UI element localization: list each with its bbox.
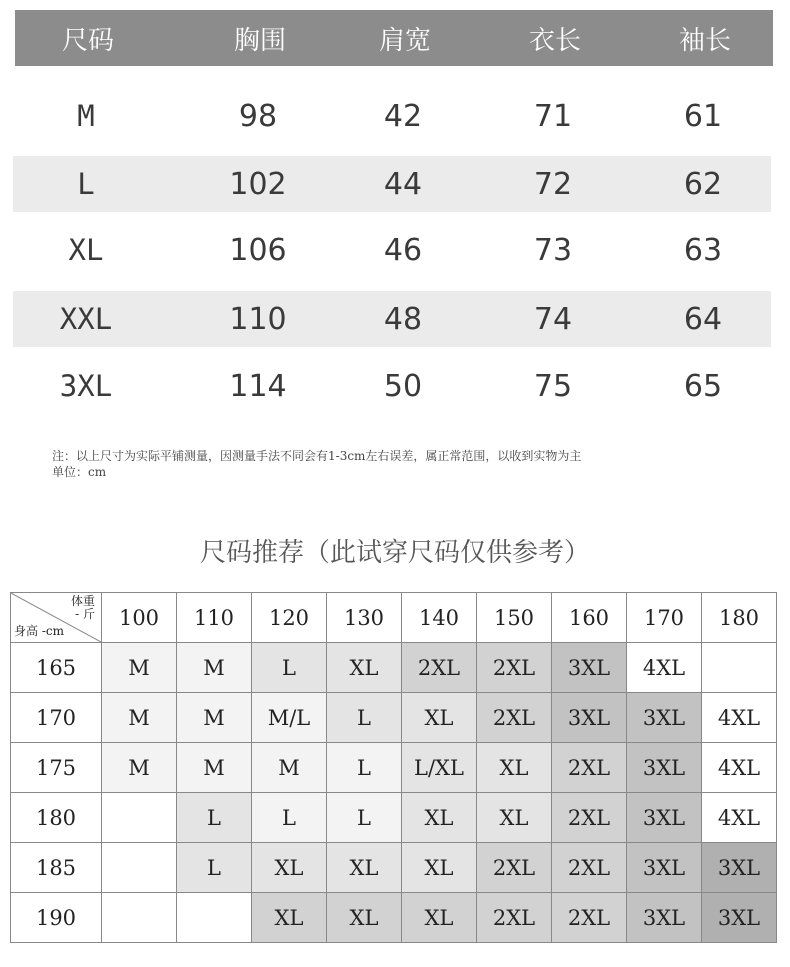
size-cell: 3XL [627,893,702,943]
note-line-2: 单位：cm [52,465,107,479]
sleeve-value: 63 [683,232,723,268]
size-cell: L [177,843,252,893]
size-cell: 3XL [627,793,702,843]
size-cell: XL [402,693,477,743]
weight-header: 100 [102,593,177,643]
size-row-xl [13,222,771,278]
size-row-xxl [13,291,771,347]
grid-row [11,693,777,743]
size-cell: M [177,643,252,693]
grid-row [11,893,777,943]
size-cell: XL [327,893,402,943]
size-cell: M [177,693,252,743]
size-cell: 2XL [477,643,552,693]
grid-header-row [11,593,777,643]
shoulder-value: 44 [383,166,423,202]
chest-value: 110 [229,301,287,337]
height-label: 170 [11,693,102,743]
size-cell: 2XL [552,793,627,843]
header-sleeve: 袖长 [678,25,731,56]
shoulder-value: 46 [383,232,423,268]
size-cell: 2XL [477,843,552,893]
size-cell: XL [252,843,327,893]
size-cell: 3XL [627,843,702,893]
header-size: 尺码 [61,25,114,56]
size-cell [102,843,177,893]
height-label: 165 [11,643,102,693]
chest-value: 102 [229,166,287,202]
size-cell: 2XL [552,843,627,893]
size-cell [102,893,177,943]
chest-value: 114 [229,368,287,404]
size-cell: XL [477,793,552,843]
size-cell: 3XL [552,693,627,743]
size-cell: 2XL [552,743,627,793]
size-cell: XL [327,843,402,893]
size-label: L [77,167,95,201]
size-label: M [77,99,95,133]
size-cell: L [252,793,327,843]
size-cell: XL [252,893,327,943]
weight-header: 150 [477,593,552,643]
weight-header: 110 [177,593,252,643]
height-label: 175 [11,743,102,793]
size-recommendation-grid [10,592,777,943]
height-label: 185 [11,843,102,893]
length-value: 72 [533,166,573,202]
length-value: 75 [533,368,573,404]
sleeve-value: 61 [683,98,723,134]
weight-header: 170 [627,593,702,643]
size-cell: M [177,743,252,793]
height-label: 180 [11,793,102,843]
corner-cell [11,593,102,643]
corner-weight-label: 体重 - 斤 [70,594,95,621]
size-cell: 2XL [552,893,627,943]
weight-header: 140 [402,593,477,643]
size-cell: 3XL [702,893,777,943]
recommendation-title: 尺码推荐（此试穿尺码仅供参考） [199,538,590,568]
weight-header: 160 [552,593,627,643]
size-row-3xl [13,358,771,414]
size-cell [702,643,777,693]
size-cell: 4XL [702,743,777,793]
size-cell: L [327,793,402,843]
sleeve-value: 64 [683,301,723,337]
size-cell [102,793,177,843]
weight-header: 120 [252,593,327,643]
size-cell: M [102,643,177,693]
header-shoulder: 肩宽 [378,25,431,56]
grid-row [11,743,777,793]
size-label: XL [68,233,104,267]
measurement-note [52,448,752,480]
size-cell: M/L [252,693,327,743]
grid-row [11,793,777,843]
size-cell: L [327,743,402,793]
size-cell: 4XL [702,693,777,743]
size-cell: XL [327,643,402,693]
size-cell: 2XL [477,893,552,943]
sleeve-value: 65 [683,368,723,404]
header-length: 衣长 [528,25,581,56]
chest-value: 98 [238,98,278,134]
size-label: XXL [59,302,113,336]
size-table-header [15,10,773,66]
height-label: 190 [11,893,102,943]
shoulder-value: 42 [383,98,423,134]
chest-value: 106 [229,232,287,268]
size-cell: XL [477,743,552,793]
length-value: 74 [533,301,573,337]
size-cell: XL [402,793,477,843]
shoulder-value: 50 [383,368,423,404]
corner-height-label: 身高 -cm [14,624,64,638]
size-label: 3XL [59,369,113,403]
length-value: 71 [533,98,573,134]
size-cell: L [177,793,252,843]
weight-header: 130 [327,593,402,643]
size-cell [177,893,252,943]
size-cell: M [102,743,177,793]
size-cell: 2XL [402,643,477,693]
size-row-l [13,156,771,212]
size-cell: L [252,643,327,693]
size-row-m [13,88,771,144]
grid-row [11,643,777,693]
grid-row [11,843,777,893]
note-line-1: 注：以上尺寸为实际平铺测量，因测量手法不同会有1-3cm左右误差，属正常范围，以收到实物为主 [52,449,582,463]
size-cell: 3XL [702,843,777,893]
size-cell: L [327,693,402,743]
sleeve-value: 62 [683,166,723,202]
size-cell: 4XL [702,793,777,843]
size-cell: XL [402,843,477,893]
size-cell: 2XL [477,693,552,743]
size-cell: 3XL [627,743,702,793]
shoulder-value: 48 [383,301,423,337]
size-cell: M [102,693,177,743]
weight-header: 180 [702,593,777,643]
size-cell: L/XL [402,743,477,793]
size-cell: 3XL [552,643,627,693]
size-cell: 4XL [627,643,702,693]
size-cell: XL [402,893,477,943]
length-value: 73 [533,232,573,268]
header-chest: 胸围 [233,25,286,56]
size-cell: M [252,743,327,793]
size-cell: 3XL [627,693,702,743]
